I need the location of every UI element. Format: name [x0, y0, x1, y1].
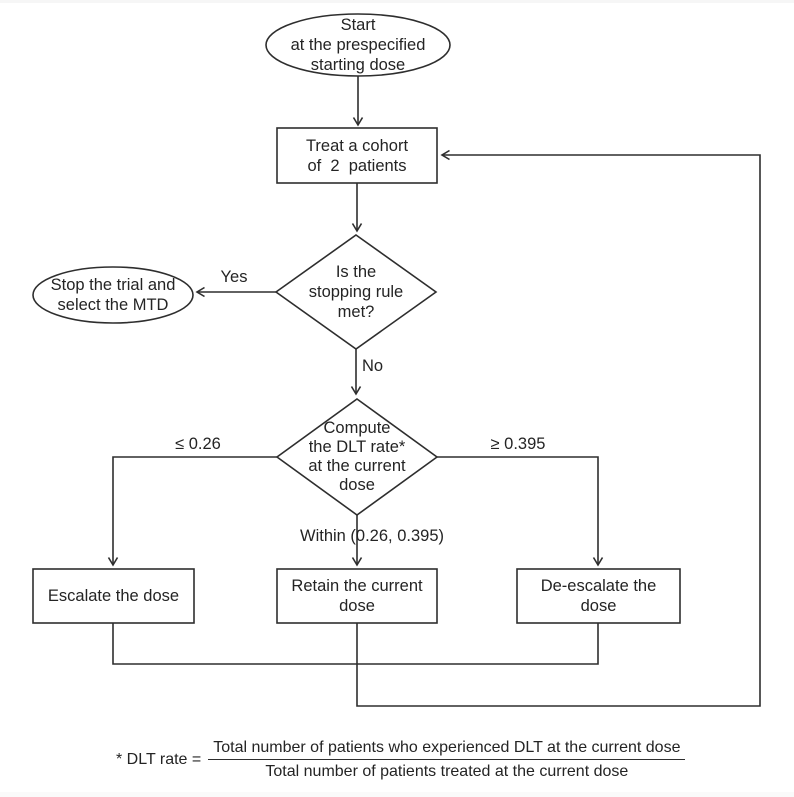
label-dlt-within: Within (0.26, 0.395) — [300, 527, 444, 545]
node-retain — [277, 569, 437, 623]
decision-stopping-line1: Is the — [335, 263, 377, 281]
node-start — [266, 15, 450, 75]
node-start-line2: at the prespecified — [290, 36, 426, 54]
footnote-dlt-rate — [116, 738, 685, 781]
node-deescalate — [517, 569, 680, 623]
footnote-numerator: Total number of patients who experienced DLT at the current dose — [208, 738, 685, 760]
node-start-line3: starting dose — [310, 56, 406, 74]
node-retain-line2: dose — [339, 597, 375, 615]
node-stop-line2: select the MTD — [57, 296, 169, 314]
footnote-denominator: Total number of patients treated at the current dose — [265, 763, 629, 780]
node-start-line1: Start — [340, 16, 376, 34]
node-deescalate-line2: dose — [580, 597, 617, 615]
decision-compute-line3: at the current — [308, 457, 406, 475]
decision-compute-line4: dose — [339, 476, 375, 494]
edge-high-branch — [437, 457, 598, 565]
node-stop-line1: Stop the trial and — [50, 276, 176, 294]
edge-outer-merge — [113, 623, 598, 664]
decision-stopping-rule — [276, 237, 436, 347]
footnote-fraction — [208, 738, 685, 781]
decision-compute-line1: Compute — [323, 419, 391, 437]
label-no: No — [362, 357, 384, 375]
node-retain-line1: Retain the current — [291, 577, 423, 595]
decision-stopping-line3: met? — [337, 303, 375, 321]
decision-stopping-line2: stopping rule — [308, 283, 404, 301]
node-treat-line1: Treat a cohort — [305, 136, 409, 155]
label-yes: Yes — [220, 268, 248, 286]
node-deescalate-line1: De-escalate the — [540, 577, 657, 595]
label-dlt-high: ≥ 0.395 — [490, 435, 546, 453]
node-stop-trial — [33, 267, 193, 323]
decision-compute-dlt-rate — [277, 399, 437, 515]
node-treat-line2: of 2 patients — [307, 156, 407, 175]
node-escalate — [33, 569, 194, 623]
footnote-prefix: * DLT rate = — [116, 751, 202, 768]
node-escalate-line1: Escalate the dose — [47, 587, 180, 605]
edge-low-branch — [113, 457, 277, 565]
decision-compute-line2: the DLT rate* — [308, 438, 406, 456]
label-dlt-low: ≤ 0.26 — [175, 435, 221, 453]
node-treat-cohort — [277, 128, 437, 183]
